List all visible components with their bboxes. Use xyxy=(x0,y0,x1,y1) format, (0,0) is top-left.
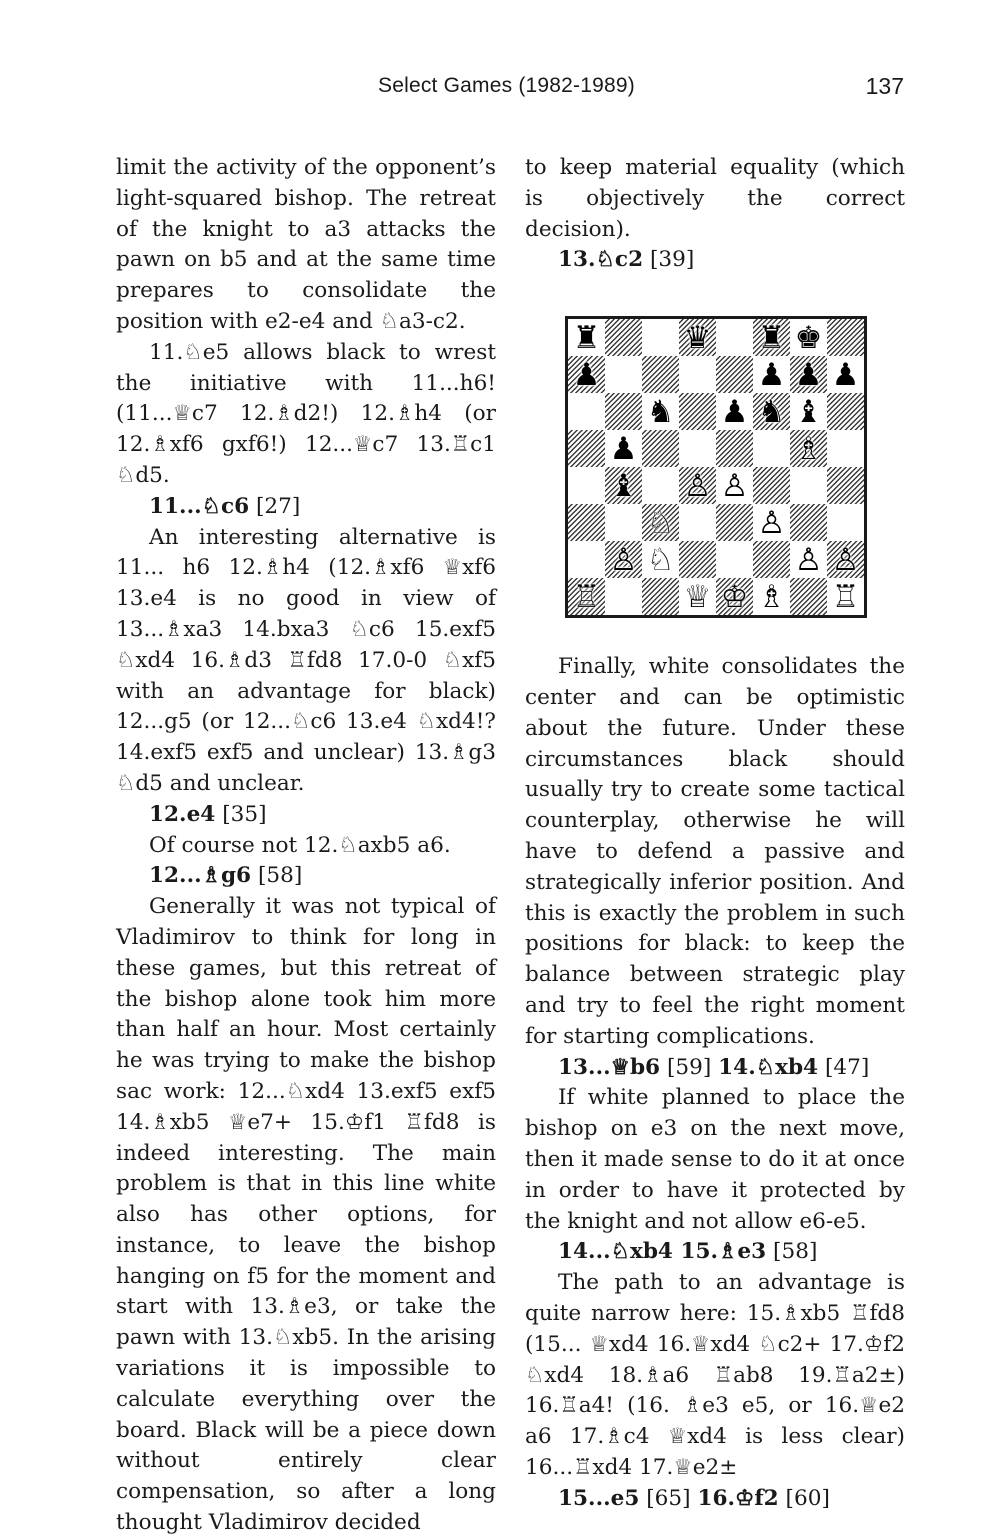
board-square xyxy=(716,578,753,615)
paragraph xyxy=(525,1268,905,1484)
board-square xyxy=(790,504,827,541)
text-segment: [58] xyxy=(766,1239,818,1265)
board-square xyxy=(605,467,642,504)
chess-piece-icon: ♙ xyxy=(831,541,860,578)
paragraph xyxy=(116,492,496,523)
text-segment: The path to an advantage is quite narrow here: 15.♗xb5 ♖fd8 (15... ♕xd4 16.♕xd4 ♘c2+ 17.♔f2 ♘xd4 18.♗a6 ♖ab8 19.♖a2±) 16.♖a4! (16. ♗e3 e5, or 16.♕e2 a6 17.♗c4 ♕xd4 is less clear) 16...♖xd4 17.♕e2± xyxy=(525,1270,905,1480)
chess-piece-icon: ♔ xyxy=(720,578,749,615)
paragraph xyxy=(525,1484,905,1515)
paragraph xyxy=(525,245,905,276)
text-segment: [59] xyxy=(660,1054,719,1080)
board-square xyxy=(679,504,716,541)
chess-piece-icon: ♟ xyxy=(794,356,823,393)
board-square xyxy=(568,541,605,578)
chess-piece-icon: ♖ xyxy=(572,578,601,615)
right-column-bottom xyxy=(525,652,905,1514)
paragraph xyxy=(116,861,496,892)
move-notation: 11...♘c6 xyxy=(149,493,250,519)
board-square xyxy=(827,356,864,393)
text-segment: [47] xyxy=(818,1054,870,1080)
left-column xyxy=(116,153,496,1539)
chess-piece-icon: ♞ xyxy=(645,397,677,427)
board-square xyxy=(642,393,679,430)
text-segment: Generally it was not typical of Vladimirov to think for long in these games, but this retreat of the bishop alone took him more than half an hour. Most certainly he was trying to make the bishop sac work: 12...♘xd4 13.exf5 exf5 14.♗xb5 ♕e7+ 15.♔f1 ♖fd8 is indeed interesting. The main problem is that in this line white also has other options, for instance, to leave the bishop hanging on f5 for the moment and start with 13.♗e3, or take the pawn with 13.♘xb5. In the arising variations it is impossible to calculate everything over the board. Black will be a piece down without entirely clear compensation, so after a long thought Vladimirov decided xyxy=(116,894,496,1536)
board-square xyxy=(642,504,679,541)
board-square xyxy=(753,467,790,504)
paragraph xyxy=(525,652,905,1052)
paragraph xyxy=(116,800,496,831)
board-square xyxy=(790,319,827,356)
board-square xyxy=(679,356,716,393)
paragraph xyxy=(116,523,496,800)
board-square xyxy=(605,393,642,430)
chess-piece-icon: ♛ xyxy=(683,319,712,356)
board-square xyxy=(716,356,753,393)
board-square xyxy=(790,578,827,615)
paragraph xyxy=(525,1053,905,1084)
board-square xyxy=(827,541,864,578)
board-square xyxy=(679,430,716,467)
move-notation: 13...♕b6 xyxy=(558,1054,661,1080)
chess-piece-icon: ♞ xyxy=(757,393,786,430)
move-notation: 13.♘c2 xyxy=(558,247,644,273)
paragraph xyxy=(116,153,496,338)
board-square xyxy=(827,467,864,504)
chess-diagram xyxy=(565,316,867,618)
board-square xyxy=(605,430,642,467)
paragraph xyxy=(116,892,496,1539)
text-segment: [58] xyxy=(251,863,303,889)
text-segment: If white planned to place the bishop on e3 on the next move, then it made sense to do it at once in order to have it protected by the knight and not allow e6-e5. xyxy=(525,1085,905,1234)
chess-piece-icon: ♚ xyxy=(793,323,825,353)
chess-piece-icon: ♗ xyxy=(794,430,823,467)
move-notation: 14...♘xb4 15.♗e3 xyxy=(558,1239,767,1265)
board-square xyxy=(716,393,753,430)
board-square xyxy=(753,393,790,430)
board-square xyxy=(679,578,716,615)
chess-piece-icon: ♘ xyxy=(646,504,675,541)
paragraph xyxy=(525,1083,905,1237)
board-square xyxy=(568,393,605,430)
board-square xyxy=(716,467,753,504)
running-title: Select Games (1982-1989) xyxy=(378,74,635,97)
board-square xyxy=(716,319,753,356)
board-square xyxy=(790,430,827,467)
chess-piece-icon: ♙ xyxy=(683,467,712,504)
board-square xyxy=(753,430,790,467)
board-square xyxy=(605,578,642,615)
board-square xyxy=(642,467,679,504)
board-square xyxy=(605,504,642,541)
board-square xyxy=(827,578,864,615)
chess-piece-icon: ♝ xyxy=(793,397,825,427)
text-segment: to keep material equality (which is objectively the correct decision). xyxy=(525,155,905,242)
move-notation: 12.e4 xyxy=(149,801,216,827)
board-square xyxy=(753,541,790,578)
board-square xyxy=(605,356,642,393)
right-column-top xyxy=(525,153,905,276)
board-square xyxy=(642,319,679,356)
board-square xyxy=(753,578,790,615)
board-square xyxy=(790,356,827,393)
board-square xyxy=(753,319,790,356)
text-segment: 11.♘e5 allows black to wrest the initiative with 11...h6! (11...♕c7 12.♗d2!) 12.♗h4 (or 12.♗xf6 gxf6!) 12...♕c7 13.♖c1 ♘d5. xyxy=(116,339,496,488)
text-segment: [35] xyxy=(215,801,267,827)
text-segment: [39] xyxy=(643,247,695,273)
text-segment: An interesting alternative is 11... h6 12.♗h4 (12.♗xf6 ♕xf6 13.e4 is no good in view of 13...♗xa3 14.bxa3 ♘c6 15.exf5 ♘xd4 16.♗d3 ♖fd8 17.0-0 ♘xf5 with an advantage for black) 12...g5 (or 12...♘c6 13.e4 ♘xd4!? 14.exf5 exf5 and unclear) 13.♗g3 ♘d5 and unclear. xyxy=(116,524,496,796)
board-square xyxy=(568,430,605,467)
board-square xyxy=(568,319,605,356)
chess-piece-icon: ♕ xyxy=(682,582,714,612)
board-square xyxy=(827,319,864,356)
chess-piece-icon: ♜ xyxy=(757,319,786,356)
board-square xyxy=(753,356,790,393)
text-segment: limit the activity of the opponent’s light-squared bishop. The retreat of the knight to a3 attacks the pawn on b5 and at the same time prepares to consolidate the position with e2-e4 and ♘a3-c2. xyxy=(116,155,496,334)
text-segment: [65] xyxy=(639,1485,698,1511)
board-square xyxy=(827,393,864,430)
chess-piece-icon: ♗ xyxy=(756,582,788,612)
board-square xyxy=(790,393,827,430)
board-square xyxy=(716,430,753,467)
chess-piece-icon: ♙ xyxy=(756,508,788,538)
board-square xyxy=(790,541,827,578)
move-notation: 14.♘xb4 xyxy=(718,1054,819,1080)
chess-piece-icon: ♘ xyxy=(645,545,677,575)
chess-piece-icon: ♙ xyxy=(609,541,638,578)
board-square xyxy=(679,467,716,504)
board-square xyxy=(568,356,605,393)
board-square xyxy=(716,504,753,541)
move-notation: 16.♔f2 xyxy=(697,1485,779,1511)
chess-piece-icon: ♙ xyxy=(793,545,825,575)
chess-piece-icon: ♟ xyxy=(572,356,601,393)
move-notation: 12...♗g6 xyxy=(149,863,252,889)
paragraph xyxy=(525,1237,905,1268)
move-notation: 15...e5 xyxy=(558,1485,640,1511)
chess-piece-icon: ♜ xyxy=(571,323,603,353)
board-square xyxy=(642,578,679,615)
page-header xyxy=(0,74,1000,108)
board-square xyxy=(605,319,642,356)
board-square xyxy=(568,467,605,504)
board-square xyxy=(642,541,679,578)
board-square xyxy=(568,578,605,615)
chess-piece-icon: ♝ xyxy=(609,467,638,504)
chess-piece-icon: ♖ xyxy=(830,582,862,612)
board-square xyxy=(679,541,716,578)
board-square xyxy=(642,430,679,467)
paragraph xyxy=(116,338,496,492)
board-square xyxy=(827,504,864,541)
right-column xyxy=(525,153,905,1515)
board-square xyxy=(642,356,679,393)
board-square xyxy=(568,504,605,541)
board-square xyxy=(790,467,827,504)
text-segment: [27] xyxy=(249,493,301,519)
chess-piece-icon: ♟ xyxy=(719,397,751,427)
board-square xyxy=(753,504,790,541)
chess-piece-icon: ♟ xyxy=(756,360,788,390)
chess-piece-icon: ♙ xyxy=(719,471,751,501)
text-segment: [60] xyxy=(778,1485,830,1511)
board-square xyxy=(679,393,716,430)
page-number: 137 xyxy=(865,73,904,99)
board-square xyxy=(605,541,642,578)
text-segment: Finally, white consolidates the center and can be optimistic about the future. Under these circumstances black should usually try to create some tactical counterplay, otherwise he will have to defend a passive and strategically inferior position. And this is exactly the problem in such positions for black: to keep the balance between strategic play and try to feel the right moment for starting complications. xyxy=(525,654,905,1049)
chess-piece-icon: ♟ xyxy=(608,434,640,464)
paragraph xyxy=(525,153,905,245)
board-square xyxy=(827,430,864,467)
chess-piece-icon: ♟ xyxy=(830,360,862,390)
board-square xyxy=(679,319,716,356)
paragraph xyxy=(116,831,496,862)
board-square xyxy=(716,541,753,578)
text-segment: Of course not 12.♘axb5 a6. xyxy=(149,832,451,858)
